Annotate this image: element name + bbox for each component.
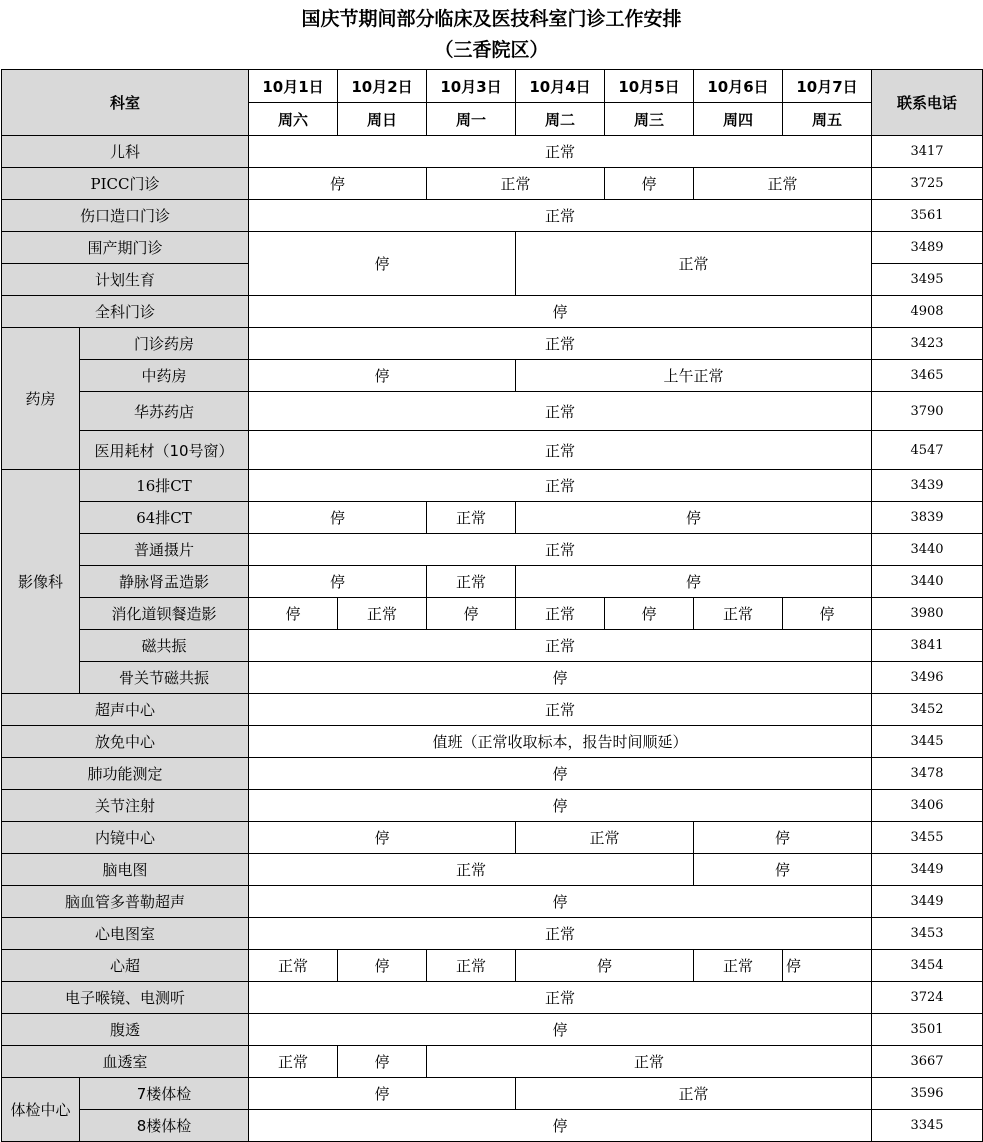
phone-cell: 3417 xyxy=(872,136,983,168)
status-cell: 停 xyxy=(249,822,516,854)
table-row xyxy=(2,790,983,822)
dept-name: 门诊药房 xyxy=(80,328,249,360)
weekday-header: 周二 xyxy=(516,103,605,136)
table-row xyxy=(2,168,983,200)
date-header: 10月1日 xyxy=(249,70,338,103)
weekday-header: 周四 xyxy=(694,103,783,136)
phone-header: 联系电话 xyxy=(872,70,983,136)
weekday-header: 周五 xyxy=(783,103,872,136)
status-cell: 停 xyxy=(516,566,872,598)
status-cell: 正常 xyxy=(338,598,427,630)
phone-cell: 3452 xyxy=(872,694,983,726)
status-cell: 停 xyxy=(516,950,694,982)
dept-name: 心超 xyxy=(2,950,249,982)
dept-name: 超声中心 xyxy=(2,694,249,726)
status-cell: 正常 xyxy=(249,200,872,232)
dept-name: 脑电图 xyxy=(2,854,249,886)
status-cell: 停 xyxy=(516,502,872,534)
status-cell: 停 xyxy=(249,502,427,534)
phone-cell: 3406 xyxy=(872,790,983,822)
phone-cell: 3440 xyxy=(872,534,983,566)
table-row xyxy=(2,726,983,758)
status-cell: 正常 xyxy=(249,1046,338,1078)
status-cell: 停 xyxy=(249,296,872,328)
status-cell: 正常 xyxy=(249,470,872,502)
group-label-imaging: 影像科 xyxy=(2,470,80,694)
dept-name: 中药房 xyxy=(80,360,249,392)
status-cell: 停 xyxy=(783,598,872,630)
table-row xyxy=(2,328,983,360)
phone-cell: 3455 xyxy=(872,822,983,854)
status-cell: 正常 xyxy=(249,854,694,886)
table-row xyxy=(2,598,983,630)
title-line-2: （三香院区） xyxy=(434,39,549,61)
status-cell: 正常 xyxy=(249,431,872,470)
phone-cell: 3724 xyxy=(872,982,983,1014)
date-header: 10月2日 xyxy=(338,70,427,103)
status-cell: 停 xyxy=(249,1014,872,1046)
phone-cell: 3345 xyxy=(872,1110,983,1142)
status-cell: 停 xyxy=(249,1110,872,1142)
phone-cell: 3596 xyxy=(872,1078,983,1110)
phone-cell: 3489 xyxy=(872,232,983,264)
phone-cell: 3841 xyxy=(872,630,983,662)
dept-name: 儿科 xyxy=(2,136,249,168)
dept-name: 放免中心 xyxy=(2,726,249,758)
table-row xyxy=(2,360,983,392)
dept-name: 华苏药店 xyxy=(80,392,249,431)
phone-cell: 3725 xyxy=(872,168,983,200)
table-row xyxy=(2,694,983,726)
phone-cell: 3449 xyxy=(872,886,983,918)
status-cell: 正常 xyxy=(516,822,694,854)
table-row xyxy=(2,854,983,886)
weekday-header: 周一 xyxy=(427,103,516,136)
table-row xyxy=(2,630,983,662)
phone-cell: 3423 xyxy=(872,328,983,360)
title-line-1: 国庆节期间部分临床及医技科室门诊工作安排 xyxy=(301,8,682,30)
date-header: 10月3日 xyxy=(427,70,516,103)
status-cell: 正常 xyxy=(516,1078,872,1110)
status-cell: 停 xyxy=(249,662,872,694)
phone-cell: 3495 xyxy=(872,264,983,296)
status-cell: 停 xyxy=(694,854,872,886)
status-cell: 停 xyxy=(249,566,427,598)
status-cell: 正常 xyxy=(427,168,605,200)
status-cell: 值班（正常收取标本，报告时间顺延） xyxy=(249,726,872,758)
phone-cell: 3465 xyxy=(872,360,983,392)
dept-name: 计划生育 xyxy=(2,264,249,296)
table-row xyxy=(2,886,983,918)
status-cell: 正常 xyxy=(516,232,872,296)
status-cell: 停 xyxy=(249,790,872,822)
table-row xyxy=(2,502,983,534)
status-cell: 正常 xyxy=(694,950,783,982)
status-cell: 正常 xyxy=(249,694,872,726)
dept-name: 血透室 xyxy=(2,1046,249,1078)
status-cell: 正常 xyxy=(249,982,872,1014)
status-cell: 停 xyxy=(249,758,872,790)
dept-name: 脑血管多普勒超声 xyxy=(2,886,249,918)
table-row xyxy=(2,1110,983,1142)
table-row xyxy=(2,232,983,264)
weekday-header: 周日 xyxy=(338,103,427,136)
date-header: 10月4日 xyxy=(516,70,605,103)
phone-cell: 3790 xyxy=(872,392,983,431)
status-cell: 正常 xyxy=(249,136,872,168)
table-row xyxy=(2,758,983,790)
phone-cell: 4908 xyxy=(872,296,983,328)
status-cell: 正常 xyxy=(249,328,872,360)
status-cell: 停 xyxy=(249,168,427,200)
table-row xyxy=(2,1046,983,1078)
status-cell: 停 xyxy=(694,822,872,854)
status-cell: 正常 xyxy=(249,392,872,431)
status-cell: 停 xyxy=(338,950,427,982)
dept-name: 内镜中心 xyxy=(2,822,249,854)
dept-name: 心电图室 xyxy=(2,918,249,950)
status-cell: 停 xyxy=(783,950,872,982)
status-cell: 停 xyxy=(605,598,694,630)
status-cell: 上午正常 xyxy=(516,360,872,392)
status-cell: 正常 xyxy=(427,502,516,534)
table-row xyxy=(2,1078,983,1110)
table-row xyxy=(2,431,983,470)
dept-name: 磁共振 xyxy=(80,630,249,662)
group-label-checkup: 体检中心 xyxy=(2,1078,80,1142)
status-cell: 正常 xyxy=(694,598,783,630)
schedule-table xyxy=(1,69,983,1142)
dept-name: 全科门诊 xyxy=(2,296,249,328)
table-row xyxy=(2,534,983,566)
status-cell: 正常 xyxy=(249,950,338,982)
phone-cell: 3496 xyxy=(872,662,983,694)
dept-name: 关节注射 xyxy=(2,790,249,822)
status-cell: 正常 xyxy=(694,168,872,200)
phone-cell: 4547 xyxy=(872,431,983,470)
weekday-header: 周三 xyxy=(605,103,694,136)
status-cell: 正常 xyxy=(516,598,605,630)
dept-name: 普通摄片 xyxy=(80,534,249,566)
phone-cell: 3454 xyxy=(872,950,983,982)
phone-cell: 3980 xyxy=(872,598,983,630)
dept-name: 电子喉镜、电测听 xyxy=(2,982,249,1014)
table-row xyxy=(2,200,983,232)
table-row xyxy=(2,136,983,168)
dept-name: 骨关节磁共振 xyxy=(80,662,249,694)
date-header: 10月5日 xyxy=(605,70,694,103)
status-cell: 正常 xyxy=(427,950,516,982)
phone-cell: 3440 xyxy=(872,566,983,598)
table-row xyxy=(2,822,983,854)
status-cell: 停 xyxy=(427,598,516,630)
schedule-title xyxy=(0,0,983,68)
table-row xyxy=(2,566,983,598)
status-cell: 停 xyxy=(249,886,872,918)
phone-cell: 3453 xyxy=(872,918,983,950)
table-row xyxy=(2,950,983,982)
dept-name: 肺功能测定 xyxy=(2,758,249,790)
dept-name: 8楼体检 xyxy=(80,1110,249,1142)
phone-cell: 3667 xyxy=(872,1046,983,1078)
dept-name: 64排CT xyxy=(80,502,249,534)
table-row xyxy=(2,470,983,502)
weekday-header: 周六 xyxy=(249,103,338,136)
dept-name: PICC门诊 xyxy=(2,168,249,200)
dept-name: 伤口造口门诊 xyxy=(2,200,249,232)
dept-name: 围产期门诊 xyxy=(2,232,249,264)
status-cell: 正常 xyxy=(249,534,872,566)
status-cell: 停 xyxy=(249,1078,516,1110)
table-row xyxy=(2,296,983,328)
table-row xyxy=(2,918,983,950)
status-cell: 停 xyxy=(605,168,694,200)
phone-cell: 3501 xyxy=(872,1014,983,1046)
date-header: 10月6日 xyxy=(694,70,783,103)
date-header: 10月7日 xyxy=(783,70,872,103)
dept-header: 科室 xyxy=(2,70,249,136)
status-cell: 停 xyxy=(249,232,516,296)
status-cell: 停 xyxy=(338,1046,427,1078)
table-row xyxy=(2,982,983,1014)
table-row xyxy=(2,1014,983,1046)
dept-name: 医用耗材（10号窗） xyxy=(80,431,249,470)
dept-name: 静脉肾盂造影 xyxy=(80,566,249,598)
dept-name: 16排CT xyxy=(80,470,249,502)
dept-name: 腹透 xyxy=(2,1014,249,1046)
status-cell: 正常 xyxy=(427,566,516,598)
status-cell: 停 xyxy=(249,360,516,392)
status-cell: 正常 xyxy=(427,1046,872,1078)
status-cell: 正常 xyxy=(249,630,872,662)
table-row xyxy=(2,662,983,694)
phone-cell: 3449 xyxy=(872,854,983,886)
group-label-pharmacy: 药房 xyxy=(2,328,80,470)
dept-name: 7楼体检 xyxy=(80,1078,249,1110)
phone-cell: 3561 xyxy=(872,200,983,232)
dept-name: 消化道钡餐造影 xyxy=(80,598,249,630)
status-cell: 正常 xyxy=(249,918,872,950)
phone-cell: 3478 xyxy=(872,758,983,790)
phone-cell: 3839 xyxy=(872,502,983,534)
phone-cell: 3445 xyxy=(872,726,983,758)
header-row-dates xyxy=(2,70,983,103)
status-cell: 停 xyxy=(249,598,338,630)
table-row xyxy=(2,392,983,431)
phone-cell: 3439 xyxy=(872,470,983,502)
